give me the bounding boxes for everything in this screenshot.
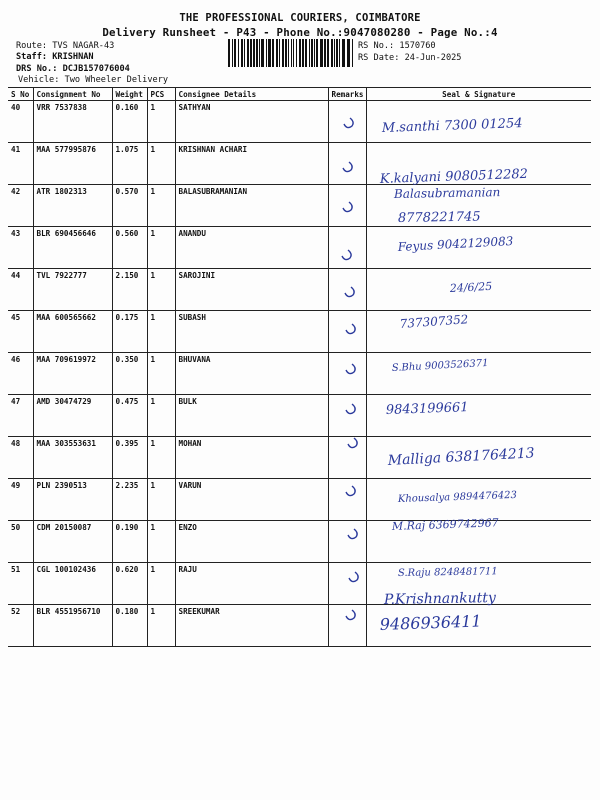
cell-sno: 51: [8, 563, 33, 605]
cell-pcs: 1: [147, 101, 175, 143]
cell-weight: 0.620: [112, 563, 147, 605]
rs-number: RS No.: 1570760: [358, 41, 436, 51]
cell-weight: 2.150: [112, 269, 147, 311]
col-signature-header: Seal & Signature: [366, 88, 591, 101]
cell-remarks: [328, 143, 366, 185]
table-row: [8, 311, 591, 353]
cell-weight: 0.180: [112, 605, 147, 647]
cell-signature: [366, 437, 591, 479]
cell-signature: [366, 143, 591, 185]
table-row: [8, 269, 591, 311]
cell-remarks: [328, 311, 366, 353]
col-sno-header: S No: [8, 88, 33, 101]
cell-signature: [366, 311, 591, 353]
cell-remarks: [328, 563, 366, 605]
signature-text: K.kalyani 9080512282: [379, 166, 529, 187]
cell-pcs: 1: [147, 521, 175, 563]
cell-pcs: 1: [147, 143, 175, 185]
cell-pcs: 1: [147, 269, 175, 311]
signature-text: P.Krishnankutty: [383, 590, 496, 608]
cell-consignment-no: BLR 690456646: [33, 227, 112, 269]
col-consignment-header: Consignment No: [33, 88, 112, 101]
cell-consignee: BULK: [175, 395, 328, 437]
cell-weight: 0.560: [112, 227, 147, 269]
col-pcs-header: PCS: [147, 88, 175, 101]
table-row: [8, 395, 591, 437]
cell-remarks: [328, 227, 366, 269]
cell-sno: 49: [8, 479, 33, 521]
cell-sno: 48: [8, 437, 33, 479]
cell-pcs: 1: [147, 437, 175, 479]
cell-sno: 52: [8, 605, 33, 647]
signature-text: M.santhi 7300 01254: [381, 116, 523, 136]
cell-sno: 42: [8, 185, 33, 227]
cell-consignment-no: CGL 100102436: [33, 563, 112, 605]
cell-signature: [366, 227, 591, 269]
col-weight-header: Weight: [112, 88, 147, 101]
signature-text: 9486936411: [379, 611, 482, 634]
route-label: Route: TVS NAGAR-43: [16, 41, 115, 51]
cell-remarks: [328, 479, 366, 521]
cell-sno: 50: [8, 521, 33, 563]
company-title: THE PROFESSIONAL COURIERS, COIMBATORE: [179, 12, 421, 24]
table-row: [8, 101, 591, 143]
cell-remarks: [328, 185, 366, 227]
cell-consignee: BHUVANA: [175, 353, 328, 395]
cell-sno: 47: [8, 395, 33, 437]
cell-pcs: 1: [147, 227, 175, 269]
runsheet-subtitle: Delivery Runsheet - P43 - Phone No.:9047080280 - Page No.:4: [102, 26, 498, 39]
cell-sno: 44: [8, 269, 33, 311]
cell-signature: [366, 185, 591, 227]
cell-consignment-no: MAA 303553631: [33, 437, 112, 479]
cell-weight: 1.075: [112, 143, 147, 185]
signature-text: 9843199661: [385, 400, 469, 418]
cell-consignee: SATHYAN: [175, 101, 328, 143]
cell-consignee: VARUN: [175, 479, 328, 521]
runsheet-table: [8, 87, 591, 647]
col-remarks-header: Remarks: [328, 88, 366, 101]
cell-consignment-no: MAA 709619972: [33, 353, 112, 395]
cell-weight: 0.160: [112, 101, 147, 143]
cell-consignment-no: VRR 7537838: [33, 101, 112, 143]
cell-consignee: RAJU: [175, 563, 328, 605]
cell-consignee: ANANDU: [175, 227, 328, 269]
rs-date: RS Date: 24-Jun-2025: [358, 53, 462, 63]
cell-consignee: SUBASH: [175, 311, 328, 353]
cell-consignee: MOHAN: [175, 437, 328, 479]
cell-pcs: 1: [147, 353, 175, 395]
table-header-row: [8, 88, 591, 101]
cell-pcs: 1: [147, 605, 175, 647]
cell-remarks: [328, 437, 366, 479]
cell-remarks: [328, 395, 366, 437]
signature-text: Balasubramanian: [393, 185, 501, 201]
vehicle-label: Vehicle: Two Wheeler Delivery: [18, 75, 169, 85]
table-row: [8, 353, 591, 395]
cell-consignment-no: TVL 7922777: [33, 269, 112, 311]
cell-consignment-no: CDM 20150087: [33, 521, 112, 563]
cell-signature: [366, 269, 591, 311]
cell-remarks: [328, 521, 366, 563]
cell-weight: 0.190: [112, 521, 147, 563]
cell-remarks: [328, 605, 366, 647]
table-row: [8, 143, 591, 185]
signature-text: Malliga 6381764213: [387, 445, 535, 469]
table-row: [8, 227, 591, 269]
cell-sno: 41: [8, 143, 33, 185]
cell-weight: 0.570: [112, 185, 147, 227]
cell-pcs: 1: [147, 311, 175, 353]
cell-pcs: 1: [147, 479, 175, 521]
cell-weight: 0.175: [112, 311, 147, 353]
cell-consignee: ENZO: [175, 521, 328, 563]
cell-signature: [366, 605, 591, 647]
cell-remarks: [328, 101, 366, 143]
table-row: [8, 437, 591, 479]
cell-sno: 40: [8, 101, 33, 143]
barcode-image: [228, 39, 353, 67]
cell-weight: 0.395: [112, 437, 147, 479]
signature-text: M.Raj 6369742967: [391, 516, 499, 533]
table-row: [8, 479, 591, 521]
cell-consignment-no: MAA 577995876: [33, 143, 112, 185]
cell-sno: 45: [8, 311, 33, 353]
table-row: [8, 185, 591, 227]
signature-text: S.Bhu 9003526371: [391, 357, 489, 374]
signature-text: 737307352: [399, 312, 469, 331]
cell-pcs: 1: [147, 185, 175, 227]
cell-consignment-no: MAA 600565662: [33, 311, 112, 353]
staff-label: Staff: KRISHNAN: [16, 52, 94, 62]
cell-consignee: BALASUBRAMANIAN: [175, 185, 328, 227]
cell-remarks: [328, 269, 366, 311]
cell-consignment-no: AMD 30474729: [33, 395, 112, 437]
cell-signature: [366, 101, 591, 143]
cell-consignment-no: PLN 2390513: [33, 479, 112, 521]
cell-signature: [366, 521, 591, 563]
cell-weight: 0.350: [112, 353, 147, 395]
table-row: [8, 605, 591, 647]
signature-text: 24/6/25: [449, 279, 493, 295]
signature-text: Feyus 9042129083: [397, 233, 514, 254]
cell-consignment-no: ATR 1802313: [33, 185, 112, 227]
cell-remarks: [328, 353, 366, 395]
cell-sno: 43: [8, 227, 33, 269]
table-row: [8, 521, 591, 563]
cell-pcs: 1: [147, 395, 175, 437]
signature-text: Khousalya 9894476423: [397, 489, 518, 505]
drs-label: DRS No.: DCJB157076004: [16, 64, 130, 74]
table-row: [8, 563, 591, 605]
cell-consignee: KRISHNAN ACHARI: [175, 143, 328, 185]
cell-signature: [366, 353, 591, 395]
cell-weight: 2.235: [112, 479, 147, 521]
cell-consignment-no: BLR 4551956710: [33, 605, 112, 647]
cell-consignee: SAROJINI: [175, 269, 328, 311]
cell-sno: 46: [8, 353, 33, 395]
cell-signature: [366, 395, 591, 437]
cell-weight: 0.475: [112, 395, 147, 437]
cell-signature: [366, 479, 591, 521]
col-consignee-header: Consignee Details: [175, 88, 328, 101]
cell-consignee: SREEKUMAR: [175, 605, 328, 647]
signature-text: 8778221745: [397, 209, 481, 226]
signature-text: S.Raju 8248481711: [397, 566, 498, 579]
cell-signature: [366, 563, 591, 605]
cell-pcs: 1: [147, 563, 175, 605]
